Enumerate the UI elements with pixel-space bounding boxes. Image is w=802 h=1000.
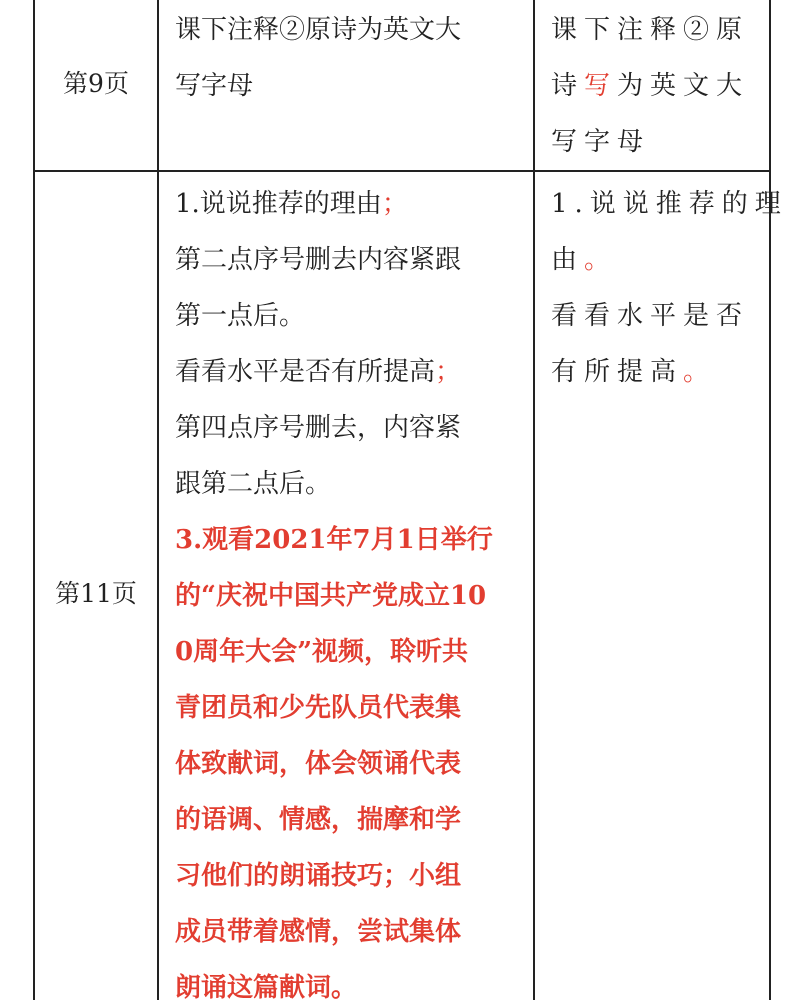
added-line: 0周年大会”视频，聆听共 [175,637,469,667]
added-content-block [175,512,523,1000]
punctuation-highlight: ； [435,357,462,387]
revised-text-cell [534,0,770,171]
revised-line: 课下注释②原 [551,15,750,45]
punctuation-highlight: 。 [584,245,618,275]
page-number: 第9页 [63,69,129,98]
added-line: 习他们的朗诵技巧；小组 [175,861,462,891]
added-line: 的语调、情感，揣摩和学 [175,805,462,835]
original-text-cell [158,0,534,171]
original-item: 1.说说推荐的理由； [175,189,408,219]
added-line: 3.观看2021年7月1日举行 [175,525,493,555]
revised-line: 看看水平是否 [551,301,750,331]
revised-line: 有所提高。 [551,357,717,387]
added-line: 朗诵这篇献词。 [175,973,358,1000]
errata-table [33,0,788,1000]
page-number: 第11页 [55,579,137,608]
edit-note-line: 第二点序号删去内容紧跟 [175,245,462,275]
table-row [34,0,770,171]
added-line: 青团员和少先队员代表集 [175,693,462,723]
page-number-cell [34,171,158,1000]
punctuation-highlight: ； [381,189,408,219]
original-line: 课下注释②原诗为英文大 [175,15,462,45]
punctuation-highlight: 。 [683,357,717,387]
edit-note-line: 第一点后。 [175,301,306,331]
revised-text-cell [534,171,788,1000]
page-number-cell [34,0,158,171]
revised-line: 写字母 [551,127,651,157]
original-line: 写字母 [175,71,254,101]
table-row [34,171,770,1000]
added-line: 成员带着感情，尝试集体 [175,917,462,947]
original-text-cell [158,171,534,1000]
added-line: 的“庆祝中国共产党成立10 [175,581,487,611]
edit-note-line: 跟第二点后。 [175,469,332,499]
original-item: 看看水平是否有所提高； [175,357,462,387]
edit-note-line: 第四点序号删去，内容紧 [175,413,462,443]
revised-change-highlight: 写 [584,71,618,101]
added-line: 体致献词，体会领诵代表 [175,749,462,779]
revised-line: 由。 [551,245,618,275]
revised-line: 1.说说推荐的理 [551,189,788,219]
revised-line: 诗写为英文大 [551,71,750,101]
